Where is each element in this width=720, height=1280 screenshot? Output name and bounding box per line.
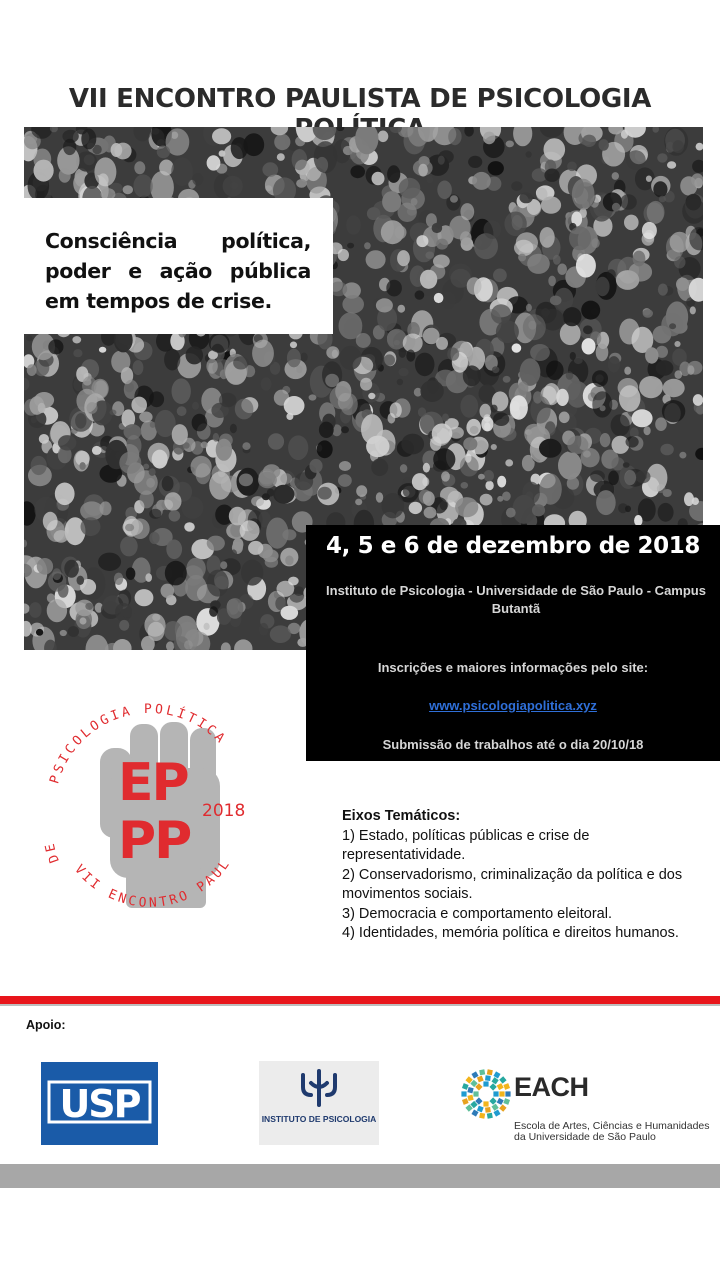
axis-item: 2) Conservadorismo, criminalização da política e dos movimentos sociais. (342, 866, 683, 902)
registration-text: Inscrições e maiores informações pelo site: (377, 660, 649, 675)
ip-logo (259, 1061, 379, 1145)
poster-title: VII ENCONTRO PAULISTA DE PSICOLOGIA (68, 84, 652, 114)
event-venue: Instituto de Psicologia - Universidade de São Paulo - Campus Butantã (326, 583, 706, 616)
divider-shadow (0, 1004, 720, 1006)
logo-ring-bottom: VII ENCONTRO PAUL (71, 855, 235, 911)
each-mosaic-icon (460, 1068, 512, 1120)
submission-deadline: Submissão de trabalhos até o dia 20/10/18 (382, 737, 644, 752)
thematic-axes (342, 807, 702, 944)
red-divider (0, 996, 720, 1004)
usp-logo-text: USP (59, 1082, 140, 1126)
footer-bar (0, 1164, 720, 1188)
logo-ring-left: DE (42, 839, 63, 865)
logo-letters-bottom: PP (118, 811, 191, 871)
psi-symbol-icon (259, 1061, 379, 1113)
usp-logo-icon (41, 1062, 158, 1145)
each-name: EACH (514, 1072, 589, 1102)
axis-item: 3) Democracia e comportamento eleitoral. (342, 905, 612, 922)
fist-logo-icon (30, 688, 270, 938)
axis-item: 1) Estado, políticas públicas e crise de representatividade. (342, 827, 590, 863)
theme-box (24, 198, 333, 334)
event-date: 4, 5 e 6 de dezembro de 2018 (326, 533, 700, 559)
support-label: Apoio: (26, 1018, 66, 1032)
theme-text: Consciência política, poder e ação pública em tempos de crise. (45, 229, 311, 313)
usp-logo (41, 1062, 158, 1145)
svg-text:DE (42, 839, 62, 864)
eppp-logo (30, 688, 270, 938)
each-subtitle-line1: Escola de Artes, Ciências e Humanidades (514, 1120, 710, 1132)
each-logo (460, 1068, 720, 1148)
axis-item: 4) Identidades, memória política e direitos humanos. (342, 925, 679, 941)
axes-title: Eixos Temáticos: (342, 808, 461, 824)
event-info-box (306, 525, 720, 761)
each-subtitle-line2: da Universidade de São Paulo (514, 1131, 656, 1143)
logo-ring-top: PSICOLOGIA POLÍTICA (47, 701, 230, 786)
logo-letters-top: EP (118, 753, 188, 813)
website-link[interactable]: www.psicologiapolitica.xyz (429, 698, 597, 713)
ip-logo-text: INSTITUTO DE PSICOLOGIA (261, 1114, 377, 1124)
logo-year: 2018 (202, 801, 246, 821)
